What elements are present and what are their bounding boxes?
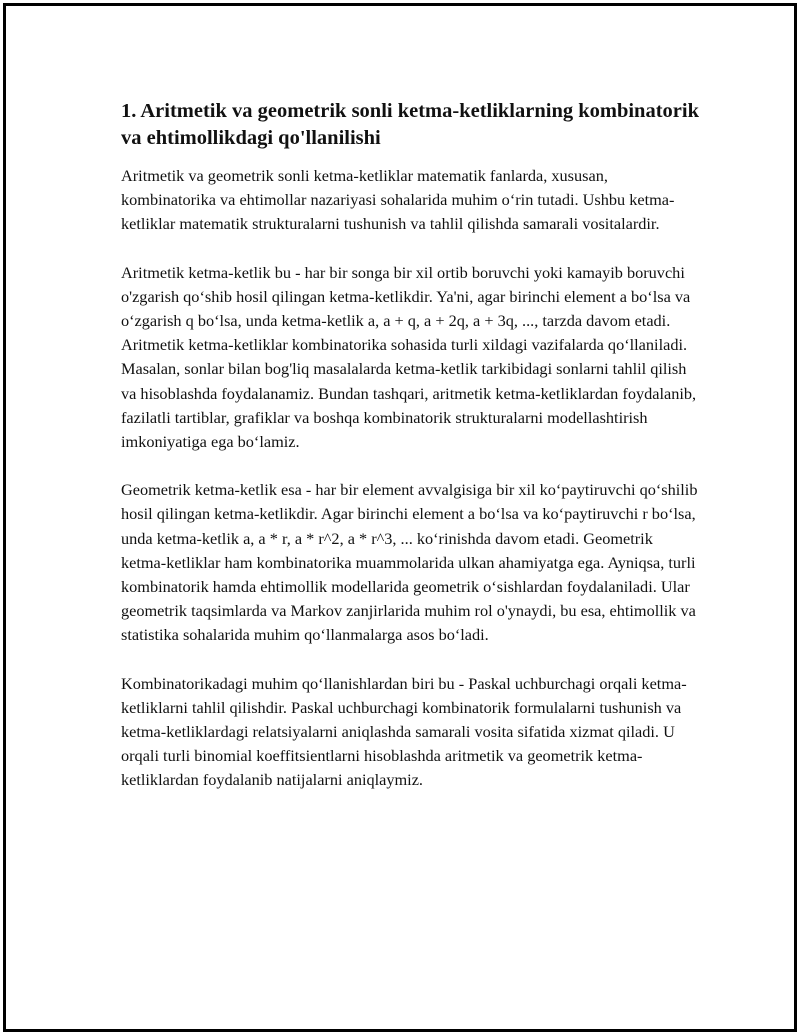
paragraph-geometric: Geometrik ketma-ketlik esa - har bir element avvalgisiga bir xil koʻpaytiruvchi qoʻshilib hosil qilingan ketma-ketlikdir. Agar birinchi element a boʻlsa va koʻpaytiruvchi r boʻlsa, unda ketma-ketlik a, a * r, a * r^2, a * r^3, ... koʻrinishda davom etadi. Geometrik ketma-ketliklar ham kombinatorika muammolarida ulkan ahamiyatga ega. Ayniqsa, turli kombinatorik hamda ehtimollik modellarida geometrik oʻsishlardan foydalaniladi. Ular geometrik taqsimlarda va Markov zanjirlarida muhim rol o'ynaydi, bu esa, ehtimollik va statistika sohalarida muhim qoʻllanmalarga asos boʻladi. [121, 480, 698, 645]
paragraph-intro: Aritmetik va geometrik sonli ketma-ketliklar matematik fanlarda, xususan, kombinatorika va ehtimollar nazariyasi sohalarida muhim oʻrin tutadi. Ushbu ketma-ketliklar matematik strukturalarni tushunish va tahlil qilishda samarali vositalardir. [121, 166, 675, 234]
paragraph-arithmetic: Aritmetik ketma-ketlik bu - har bir songa bir xil ortib boruvchi yoki kamayib boruvchi o'zgarish qoʻshib hosil qilingan ketma-ketlikdir. Ya'ni, agar birinchi element a boʻlsa va oʻzgarish q boʻlsa, unda ketma-ketlik a, a + q, a + 2q, a + 3q, ..., tarzda davom etadi. Aritmetik ketma-ketliklar kombinatorika sohasida turli xildagi vazifalarda qoʻllaniladi. Masalan, sonlar bilan bog'liq masalalarda ketma-ketlik tarkibidagi sonlarni tahlil qilish va hisoblashda foydalanamiz. Bundan tashqari, aritmetik ketma-ketliklardan foydalanib, fazilatli tartiblar, grafiklar va boshqa kombinatorik strukturalarni modellashtirish imkoniyatiga ega boʻlamiz. [121, 262, 697, 452]
document-body [121, 98, 701, 817]
paragraph-pascal: Kombinatorikadagi muhim qoʻllanishlardan biri bu - Paskal uchburchagi orqali ketma-ketliklarni tahlil qilishdir. Paskal uchburchagi kombinatorik formulalarni tushunish va ketma-ketliklardagi relatsiyalarni aniqlashda samarali vosita sifatida xizmat qiladi. U orqali turli binomial koeffitsientlarni hisoblashda aritmetik va geometrik ketma-ketliklardan foydalanib natijalarni aniqlaymiz. [121, 673, 687, 790]
page-border [3, 3, 797, 1032]
section-title: 1. Aritmetik va geometrik sonli ketma-ketliklarning kombinatorik va ehtimollikdagi qo'llanilishi [121, 100, 699, 149]
